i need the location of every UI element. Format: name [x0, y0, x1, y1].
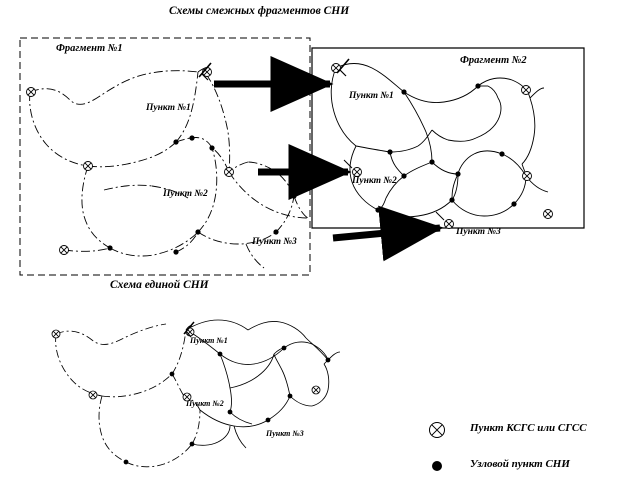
fragment2-point-1-label: Пункт №1 [349, 91, 394, 101]
fragment1-point-3-label: Пункт №3 [252, 237, 297, 247]
fragment2-point-3-label: Пункт №3 [456, 227, 501, 237]
fragment2-boundary [312, 48, 584, 228]
fragment1-label: Фрагмент №1 [56, 43, 123, 54]
fragment2-label: Фрагмент №2 [460, 55, 527, 66]
mapping-arrows [214, 84, 440, 238]
fragment2-nodes [332, 59, 553, 229]
legend-item-2-label: Узловой пункт СНИ [470, 458, 570, 470]
fragment2-network [331, 64, 548, 217]
unified-point-2-label: Пункт №2 [186, 399, 224, 408]
unified-title: Схема единой СНИ [110, 279, 209, 291]
unified-point-3-label: Пункт №3 [266, 429, 304, 438]
main-title: Схемы смежных фрагментов СНИ [169, 5, 350, 17]
arrow-point-3 [333, 228, 440, 238]
legend-symbols [430, 423, 445, 472]
legend-item-1-label: Пункт КСГС или СГСС [470, 422, 587, 434]
fragment1-point-2-label: Пункт №2 [163, 189, 208, 199]
fragment1-nodes [27, 63, 297, 255]
fragment1-point-1-label: Пункт №1 [146, 103, 191, 113]
fragment2-point-2-label: Пункт №2 [352, 176, 397, 186]
unified-point-1-label: Пункт №1 [190, 336, 228, 345]
